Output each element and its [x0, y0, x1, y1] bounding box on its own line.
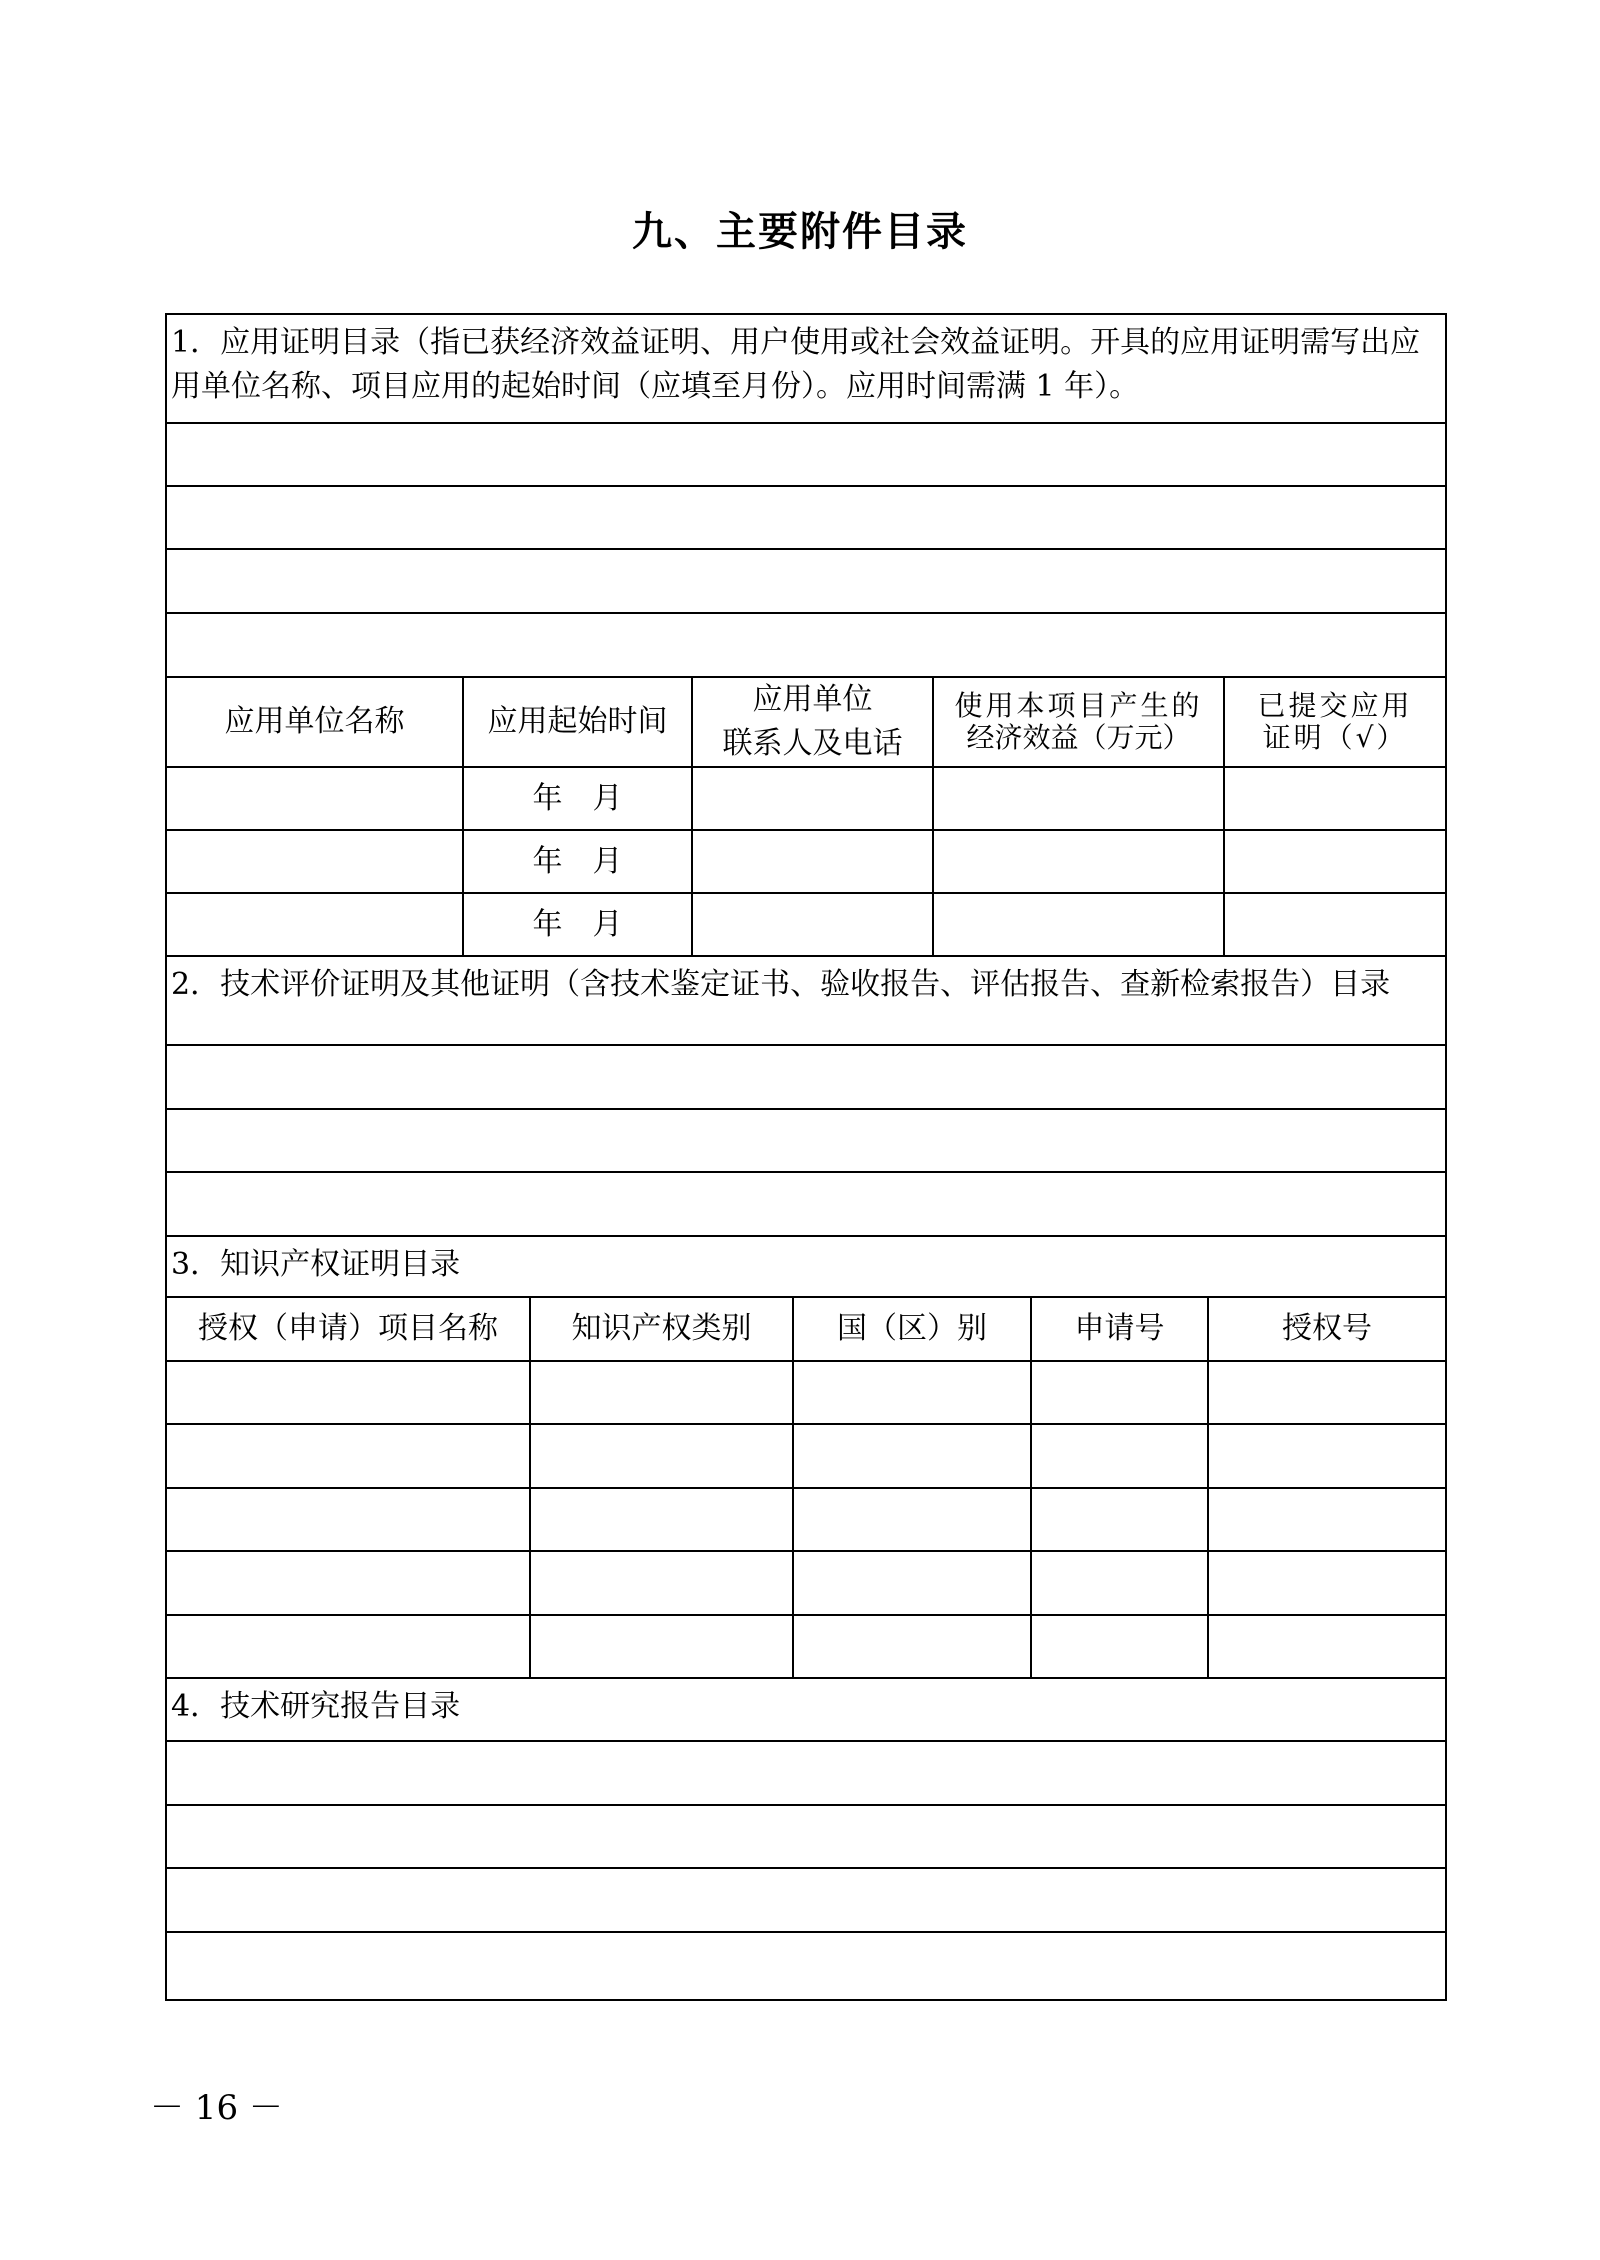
section1-heading: 1．应用证明目录（指已获经济效益证明、用户使用或社会效益证明。开具的应用证明需写出应用单位名称、项目应用的起始时间（应填至月份）。应用时间需满 1 年）。	[167, 315, 1445, 424]
blank-row[interactable]	[167, 1742, 1445, 1806]
cell-country[interactable]	[794, 1552, 1032, 1614]
application-table-header	[167, 678, 1445, 768]
cell-country[interactable]	[794, 1489, 1032, 1550]
cell-project-name[interactable]	[167, 1616, 531, 1677]
cell-grant-no[interactable]	[1209, 1616, 1445, 1677]
col-benefit: 使用本项目产生的 经济效益（万元）	[934, 678, 1225, 766]
cell-benefit[interactable]	[934, 768, 1225, 829]
cell-application-no[interactable]	[1032, 1425, 1209, 1487]
cell-ip-type[interactable]	[531, 1489, 794, 1550]
cell-country[interactable]	[794, 1362, 1032, 1423]
cell-unit-name[interactable]	[167, 894, 464, 955]
page-number: － 16 －	[150, 2088, 283, 2128]
table-row	[167, 894, 1445, 957]
col-unit-name: 应用单位名称	[167, 678, 464, 766]
blank-row[interactable]	[167, 424, 1445, 487]
cell-submitted[interactable]	[1225, 831, 1445, 892]
cell-benefit[interactable]	[934, 894, 1225, 955]
cell-ip-type[interactable]	[531, 1425, 794, 1487]
table-row	[167, 1425, 1445, 1489]
cell-application-no[interactable]	[1032, 1552, 1209, 1614]
cell-submitted[interactable]	[1225, 768, 1445, 829]
col-start-time: 应用起始时间	[464, 678, 693, 766]
blank-row[interactable]	[167, 1933, 1445, 1999]
col-ip-type: 知识产权类别	[531, 1298, 794, 1360]
cell-start-time[interactable]: 年 月	[464, 894, 693, 955]
cell-ip-type[interactable]	[531, 1552, 794, 1614]
cell-submitted[interactable]	[1225, 894, 1445, 955]
cell-project-name[interactable]	[167, 1552, 531, 1614]
col-country: 国（区）别	[794, 1298, 1032, 1360]
cell-grant-no[interactable]	[1209, 1489, 1445, 1550]
blank-row[interactable]	[167, 614, 1445, 678]
cell-benefit[interactable]	[934, 831, 1225, 892]
col-contact: 应用单位 联系人及电话	[693, 678, 934, 766]
cell-contact[interactable]	[693, 768, 934, 829]
section2-heading: 2．技术评价证明及其他证明（含技术鉴定证书、验收报告、评估报告、查新检索报告）目录	[167, 957, 1445, 1046]
table-row	[167, 1552, 1445, 1616]
table-row	[167, 1362, 1445, 1425]
section4-heading: 4．技术研究报告目录	[167, 1679, 1445, 1742]
col-application-no: 申请号	[1032, 1298, 1209, 1360]
blank-row[interactable]	[167, 487, 1445, 550]
cell-country[interactable]	[794, 1425, 1032, 1487]
cell-start-time[interactable]: 年 月	[464, 768, 693, 829]
blank-row[interactable]	[167, 550, 1445, 614]
table-row	[167, 1489, 1445, 1552]
blank-row[interactable]	[167, 1046, 1445, 1110]
blank-row[interactable]	[167, 1869, 1445, 1933]
cell-application-no[interactable]	[1032, 1489, 1209, 1550]
col-submitted: 已提交应用 证明（√）	[1257, 689, 1413, 754]
blank-row[interactable]	[167, 1806, 1445, 1869]
col-project-name: 授权（申请）项目名称	[167, 1298, 531, 1360]
cell-ip-type[interactable]	[531, 1362, 794, 1423]
cell-grant-no[interactable]	[1209, 1425, 1445, 1487]
cell-unit-name[interactable]	[167, 831, 464, 892]
cell-unit-name[interactable]	[167, 768, 464, 829]
cell-project-name[interactable]	[167, 1489, 531, 1550]
cell-grant-no[interactable]	[1209, 1552, 1445, 1614]
section3-heading: 3．知识产权证明目录	[167, 1237, 1445, 1298]
page-title: 九、主要附件目录	[632, 209, 968, 255]
cell-application-no[interactable]	[1032, 1616, 1209, 1677]
table-row	[167, 831, 1445, 894]
cell-ip-type[interactable]	[531, 1616, 794, 1677]
cell-contact[interactable]	[693, 831, 934, 892]
cell-application-no[interactable]	[1032, 1362, 1209, 1423]
attachment-table	[165, 313, 1447, 2001]
col-grant-no: 授权号	[1282, 1311, 1372, 1346]
table-row	[167, 1616, 1445, 1679]
cell-project-name[interactable]	[167, 1362, 531, 1423]
ip-table-header	[167, 1298, 1445, 1362]
cell-project-name[interactable]	[167, 1425, 531, 1487]
cell-contact[interactable]	[693, 894, 934, 955]
table-row	[167, 768, 1445, 831]
cell-start-time[interactable]: 年 月	[464, 831, 693, 892]
cell-country[interactable]	[794, 1616, 1032, 1677]
cell-grant-no[interactable]	[1209, 1362, 1445, 1423]
blank-row[interactable]	[167, 1110, 1445, 1173]
blank-row[interactable]	[167, 1173, 1445, 1237]
